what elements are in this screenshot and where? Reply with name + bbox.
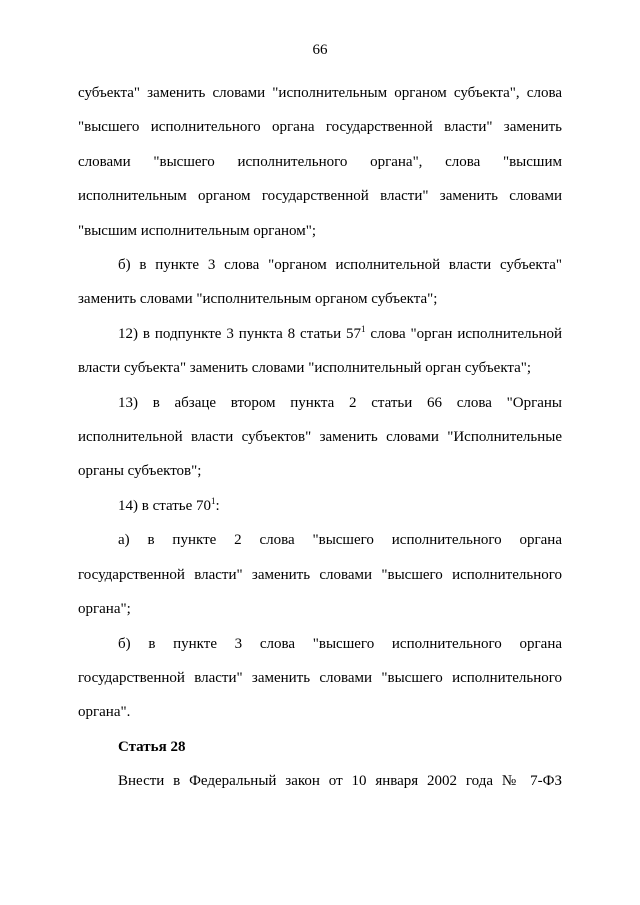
- superscript-article-70: 1: [211, 495, 216, 506]
- paragraph-item-a-point-2: а) в пункте 2 слова "высшего исполнительного органа государственной власти" заменить словами "высшего исполнительного органа";: [78, 532, 562, 618]
- item-14-text-start: 14) в статье 70: [118, 497, 212, 514]
- item-12-text-end: слова "орган исполнительной власти субъекта" заменить словами "исполнительный орган субъекта";: [78, 325, 562, 377]
- page-number: 66: [312, 42, 328, 58]
- paragraph-item-12: [78, 317, 562, 386]
- paragraph-continuation: субъекта" заменить словами "исполнительным органом субъекта", слова "высшего исполнительного органа государственной власти" заменить словами "высшего исполнительного органа", слова "высшим исполнительным органом государственной власти" заменить словами "высшим исполнительным органом";: [78, 85, 562, 239]
- item-14-text-end: :: [215, 497, 220, 514]
- superscript-article-57: 1: [361, 323, 366, 334]
- paragraph-item-13: 13) в абзаце втором пункта 2 статьи 66 слова "Органы исполнительной власти субъектов" заменить словами "Исполнительные органы субъектов";: [78, 394, 562, 480]
- paragraph-article-28-intro: Внести в Федеральный закон от 10 января 2002 года № 7-ФЗ: [118, 773, 562, 790]
- item-12-text-start: 12) в подпункте 3 пункта 8 статьи 57: [118, 325, 362, 342]
- paragraph-item-b-point-3: б) в пункте 3 слова "органом исполнительной власти субъекта" заменить словами "исполнительным органом субъекта";: [78, 257, 562, 308]
- paragraph-item-b-point-3-second: б) в пункте 3 слова "высшего исполнительного органа государственной власти" заменить словами "высшего исполнительного органа".: [78, 635, 562, 721]
- paragraph-item-14: [78, 489, 562, 523]
- article-heading: Статья 28: [118, 738, 186, 755]
- document-body: [78, 76, 562, 799]
